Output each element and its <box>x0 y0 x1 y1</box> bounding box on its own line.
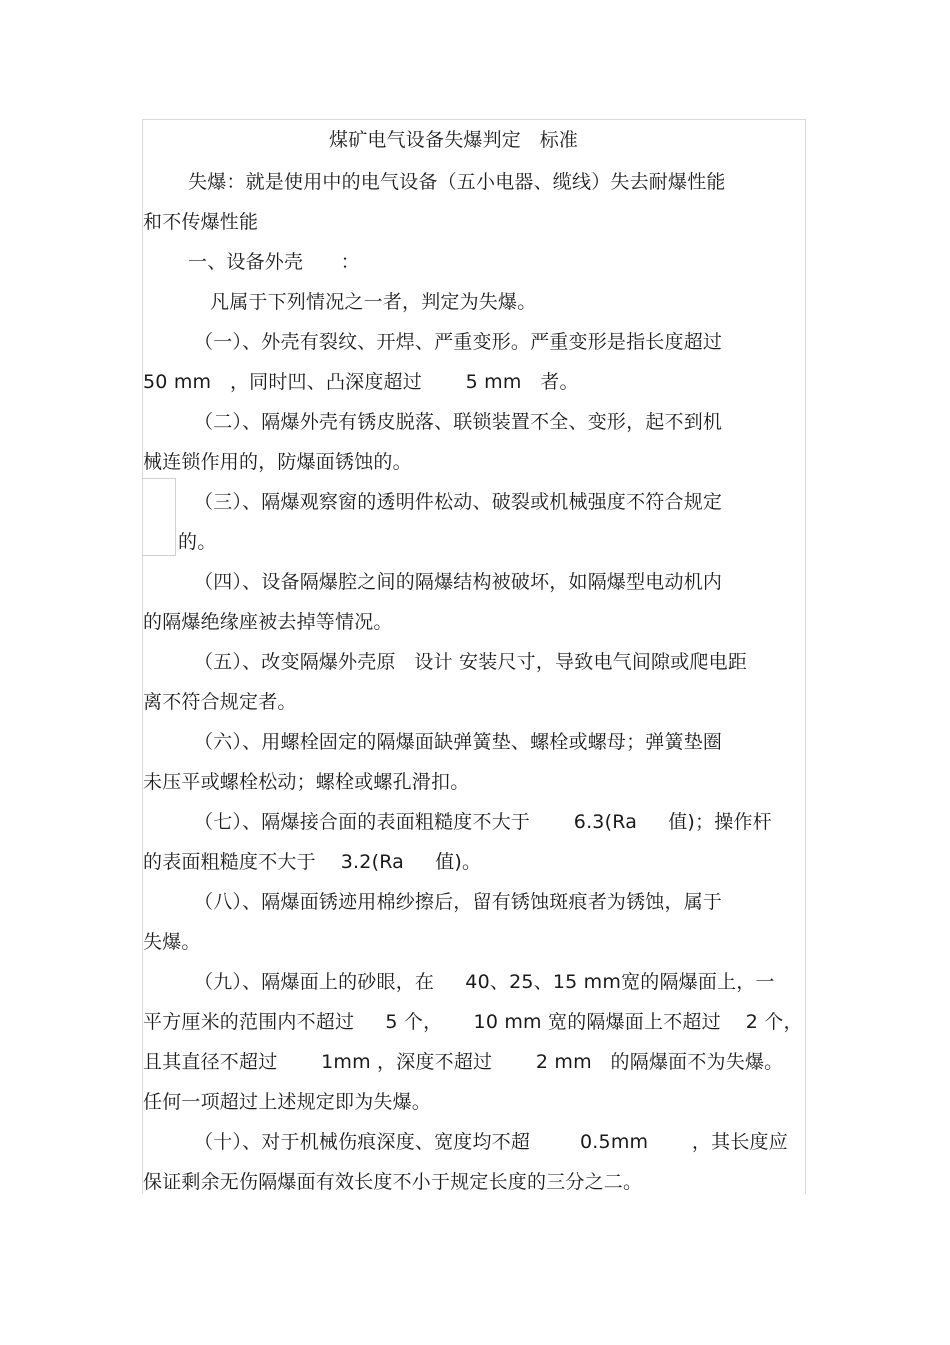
paragraph-line: 50 mm ，同时凹、凸深度超过 5 mm 者。 <box>143 371 579 393</box>
paragraph-line: （三）、隔爆观察窗的透明件松动、破裂或机械强度不符合规定 <box>194 491 723 513</box>
paragraph-line: （二）、隔爆外壳有锈皮脱落、联锁装置不全、变形，起不到机 <box>194 411 723 433</box>
paragraph-line: （十）、对于机械伤痕深度、宽度均不超 0.5mm ，其长度应 <box>194 1131 788 1153</box>
document-title: 煤矿电气设备失爆判定 标准 <box>329 129 579 151</box>
paragraph-line: 和不传爆性能 <box>143 211 259 233</box>
paragraph-line: （九）、隔爆面上的砂眼，在 40、25、15 mm宽的隔爆面上，一 <box>194 971 775 993</box>
paragraph-line: （六）、用螺栓固定的隔爆面缺弹簧垫、螺栓或螺母；弹簧垫圈 <box>194 731 723 753</box>
paragraph-line: 的隔爆绝缘座被去掉等情况。 <box>143 611 393 633</box>
paragraph-line: （五）、改变隔爆外壳原 设计 安装尺寸，导致电气间隙或爬电距 <box>194 651 748 673</box>
paragraph-line: 械连锁作用的，防爆面锈蚀的。 <box>143 451 412 473</box>
section-heading: 一、设备外壳 ： <box>188 251 360 273</box>
paragraph-line: 失爆。 <box>143 931 201 953</box>
paragraph-line: 的。 <box>178 531 217 553</box>
paragraph-line: （七）、隔爆接合面的表面粗糙度不大于 6.3(Ra 值)；操作杆 <box>194 811 772 833</box>
paragraph-line: 失爆：就是使用中的电气设备（五小电器、缆线）失去耐爆性能 <box>188 171 726 193</box>
paragraph-line: 平方厘米的范围内不超过 5 个， 10 mm 宽的隔爆面上不超过 2 个， <box>143 1011 803 1033</box>
paragraph-line: （八）、隔爆面锈迹用棉纱擦后，留有锈蚀斑痕者为锈蚀，属于 <box>194 891 723 913</box>
paragraph-line: 保证剩余无伤隔爆面有效长度不小于规定长度的三分之二。 <box>143 1171 643 1193</box>
paragraph-line: 凡属于下列情况之一者，判定为失爆。 <box>210 291 537 313</box>
paragraph-line: 的表面粗糙度不大于 3.2(Ra 值)。 <box>143 851 482 873</box>
paragraph-line: 未压平或螺栓松动；螺栓或螺孔滑扣。 <box>143 771 470 793</box>
margin-box <box>142 478 176 556</box>
paragraph-line: 离不符合规定者。 <box>143 691 297 713</box>
paragraph-line: 且其直径不超过 1mm ，深度不超过 2 mm 的隔爆面不为失爆。 <box>143 1051 784 1073</box>
paragraph-line: （一）、外壳有裂纹、开焊、严重变形。严重变形是指长度超过 <box>194 331 723 353</box>
paragraph-line: 任何一项超过上述规定即为失爆。 <box>143 1091 432 1113</box>
paragraph-line: （四）、设备隔爆腔之间的隔爆结构被破坏，如隔爆型电动机内 <box>194 571 723 593</box>
